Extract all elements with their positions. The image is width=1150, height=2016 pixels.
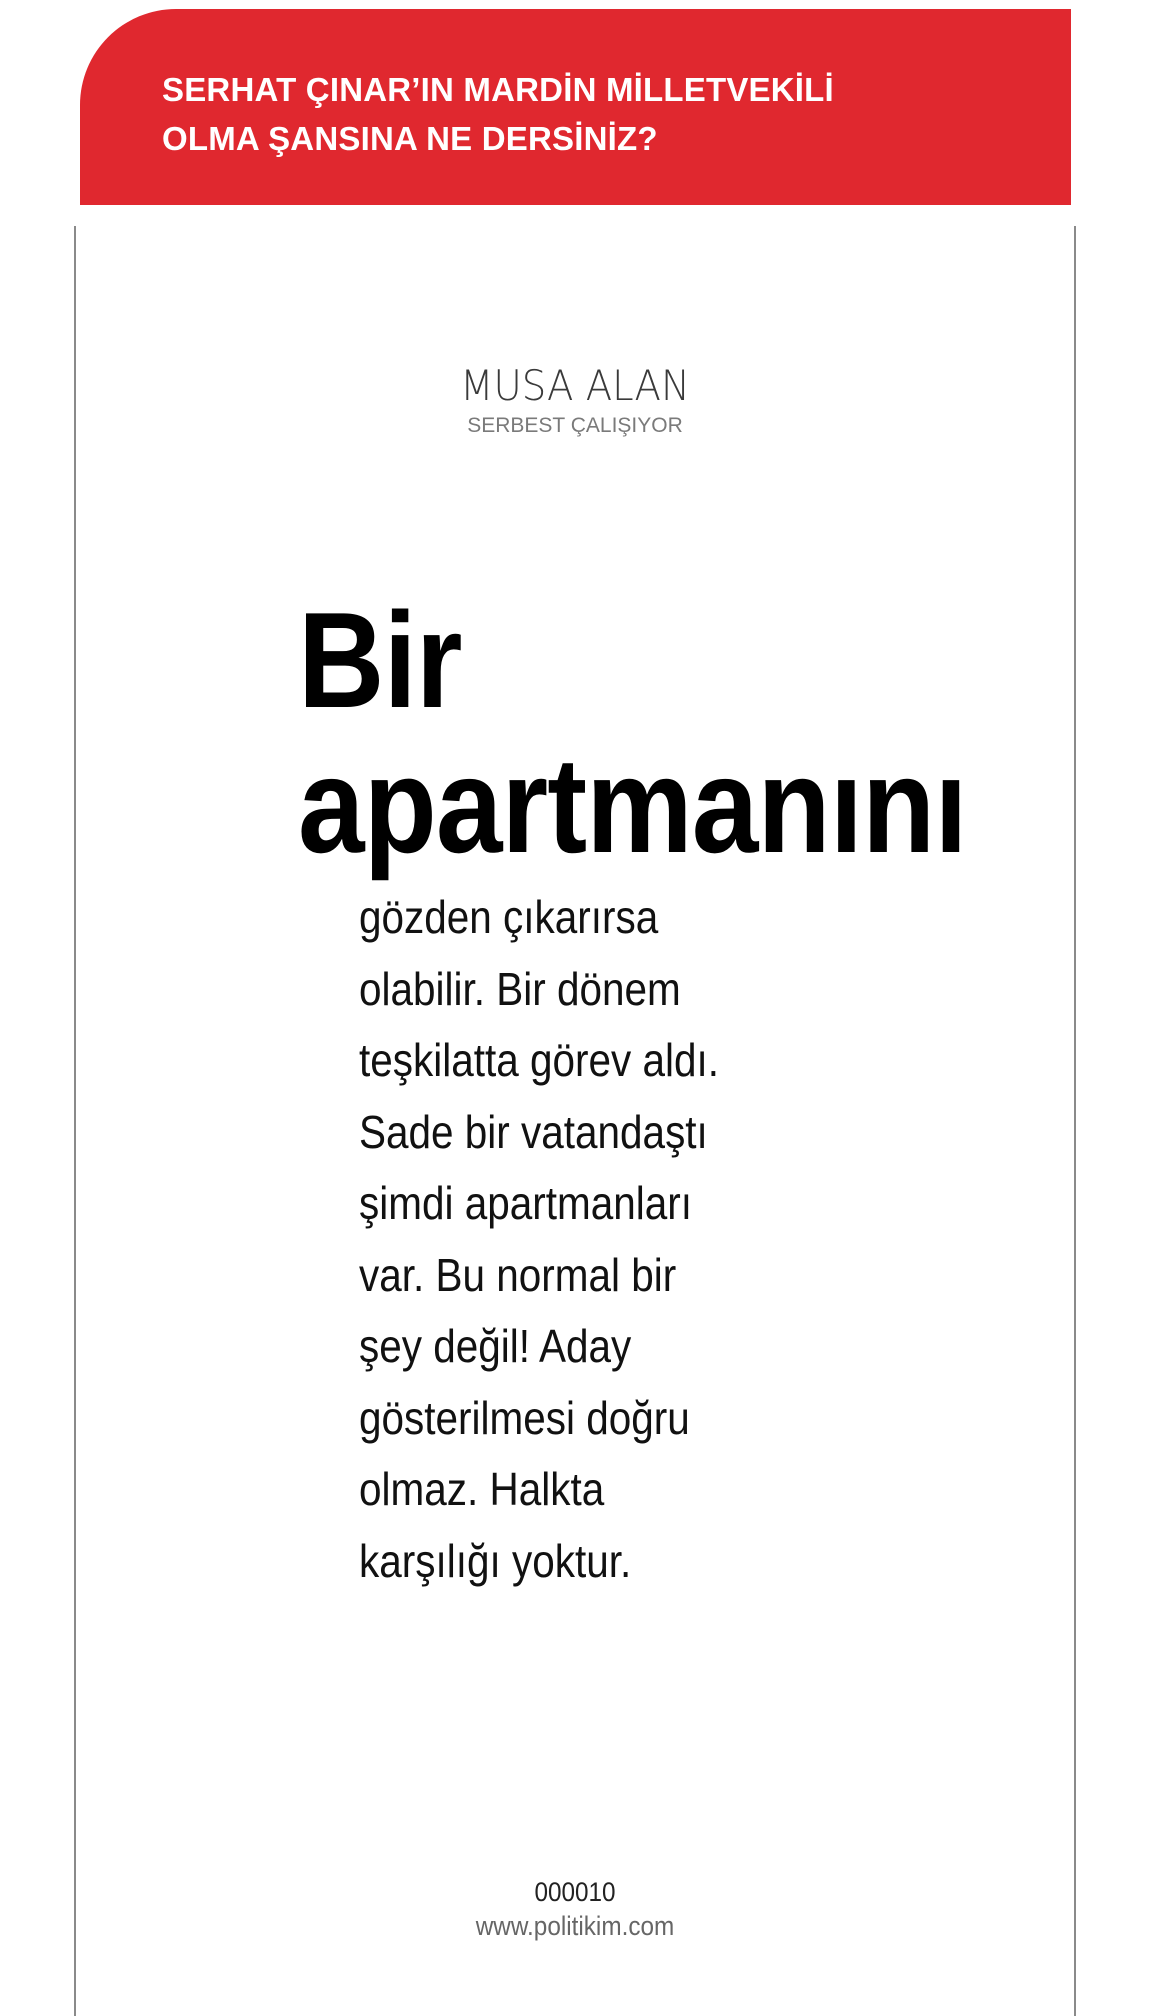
body-line: teşkilatta görev aldı. [359, 1034, 720, 1086]
body-line: karşılığı yoktur. [359, 1534, 632, 1587]
post-id: 000010 [534, 1877, 616, 1907]
body-line: olabilir. Bir dönem [359, 962, 681, 1015]
body-line: gözden çıkarırsa [359, 891, 659, 943]
question-line-1: SERHAT ÇINAR’IN MARDİN MİLLETVEKİLİ [162, 71, 834, 108]
site-url: www.politikim.com [475, 1911, 675, 1941]
body-line: şimdi apartmanları [359, 1177, 692, 1229]
body-line: Sade bir vatandaştı [359, 1105, 708, 1158]
card-border-right [1074, 226, 1076, 2016]
body-line: olmaz. Halkta [359, 1463, 605, 1515]
body-line: gösterilmesi doğru [359, 1391, 690, 1444]
headline-line-2: apartmanını [298, 729, 967, 881]
question-banner [80, 9, 1071, 205]
body-text [359, 882, 737, 1597]
body-line: var. Bu normal bir [359, 1248, 677, 1301]
body-line: şey değil! Aday [359, 1320, 632, 1372]
card-border-left [74, 226, 76, 2016]
footer [0, 1875, 1150, 1943]
question-line-2: OLMA ŞANSINA NE DERSİNİZ? [162, 120, 658, 157]
headline [298, 584, 967, 881]
author-role: SERBEST ÇALIŞIYOR [467, 414, 683, 437]
author-block [0, 362, 1150, 440]
author-name: MUSA ALAN [460, 361, 690, 410]
headline-line-1: Bir [298, 584, 462, 736]
